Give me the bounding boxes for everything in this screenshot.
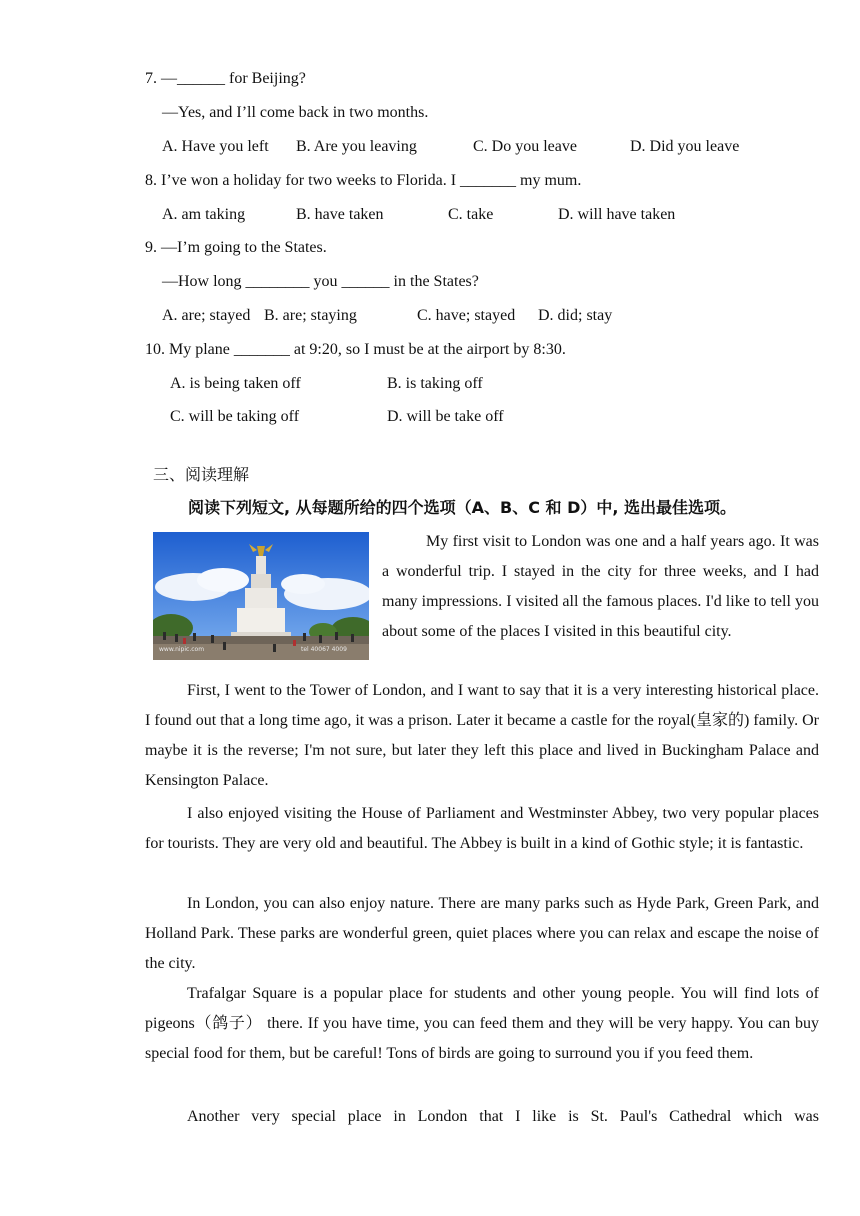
question-10-option-b: B. is taking off bbox=[387, 375, 483, 392]
question-8-option-a: A. am taking bbox=[162, 206, 246, 223]
section-title: 三、阅读理解 bbox=[153, 465, 250, 484]
question-7-option-c: C. Do you leave bbox=[473, 138, 577, 155]
passage-paragraph-2: First, I went to the Tower of London, and I want to say that it is a very interesting historical place. I found out that a long time ago, it was a prison. Later it became a castle for the royal(皇家的) family. Or maybe it is the reverse; I'm not sure, but later they left this place and lived in Buckingham Palace and Kensington Palace. bbox=[145, 682, 819, 789]
victoria-memorial-photo bbox=[153, 532, 369, 660]
question-8-stem: 8. I’ve won a holiday for two weeks to Florida. I _______ my mum. bbox=[145, 172, 582, 189]
question-8-option-d: D. will have taken bbox=[558, 206, 676, 223]
question-9-stem: 9. —I’m going to the States. bbox=[145, 239, 327, 256]
question-7-option-b: B. Are you leaving bbox=[296, 138, 417, 155]
question-9-option-c: C. have; stayed bbox=[417, 307, 516, 324]
passage-paragraph-6: Another very special place in London that I like is St. Paul's Cathedral which was bbox=[187, 1108, 819, 1125]
photo-watermark-left: www.nipic.com bbox=[159, 646, 205, 653]
question-8-option-b: B. have taken bbox=[296, 206, 384, 223]
section-instruction: 阅读下列短文, 从每题所给的四个选项（A、B、C 和 D）中, 选出最佳选项。 bbox=[188, 498, 737, 517]
question-9-option-d: D. did; stay bbox=[538, 307, 613, 324]
photo-watermark-right: tel 40067 4009 bbox=[301, 646, 347, 653]
question-7-reply: —Yes, and I’ll come back in two months. bbox=[162, 104, 429, 121]
question-9-option-b: B. are; staying bbox=[264, 307, 357, 324]
passage-paragraph-3: I also enjoyed visiting the House of Parliament and Westminster Abbey, two very popular places for tourists. They are very old and beautiful. The Abbey is built in a kind of Gothic style; it is fantastic. bbox=[145, 805, 819, 852]
question-7-option-a: A. Have you left bbox=[162, 138, 269, 155]
passage-paragraph-4: In London, you can also enjoy nature. There are many parks such as Hyde Park, Green Park, and Holland Park. These parks are wonderful green, quiet places where you can relax and escape the noise of the city. bbox=[145, 895, 819, 972]
passage-paragraph-5: Trafalgar Square is a popular place for students and other young people. You will find lots of pigeons（鸽子） there. If you have time, you can feed them and they will be very happy. You can buy special food for them, but be careful! Tons of birds are going to surround you if you feed them. bbox=[145, 985, 819, 1062]
question-7-stem: 7. —______ for Beijing? bbox=[145, 70, 306, 87]
question-9-option-a: A. are; stayed bbox=[162, 307, 251, 324]
question-10-stem: 10. My plane _______ at 9:20, so I must be at the airport by 8:30. bbox=[145, 341, 566, 358]
question-8-option-c: C. take bbox=[448, 206, 494, 223]
question-10-option-a: A. is being taken off bbox=[170, 375, 301, 392]
question-7-option-d: D. Did you leave bbox=[630, 138, 740, 155]
question-10-option-c: C. will be taking off bbox=[170, 408, 300, 425]
question-10-option-d: D. will be take off bbox=[387, 408, 504, 425]
passage-paragraph-1: My first visit to London was one and a half years ago. It was a wonderful trip. I stayed in the city for three weeks, and I had many impressions. I visited all the famous places. I'd like to tell you about some of the places I visited in this beautiful city. bbox=[382, 533, 819, 640]
question-9-reply: —How long ________ you ______ in the States? bbox=[162, 273, 479, 290]
